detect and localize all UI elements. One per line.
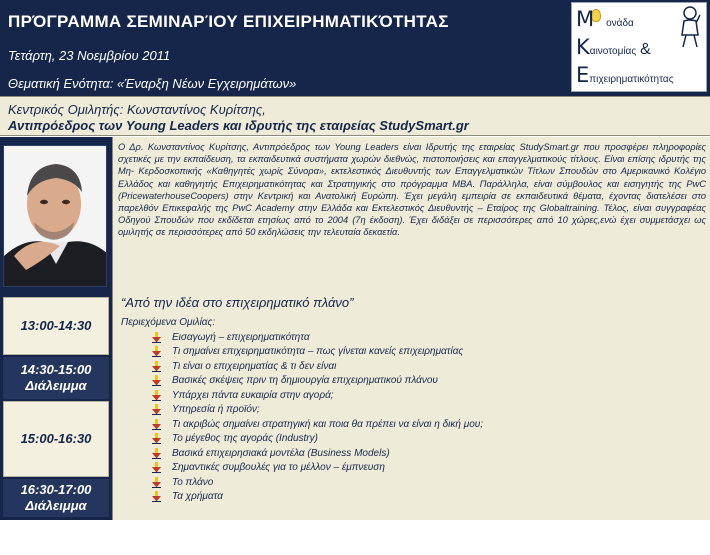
topic-list xyxy=(151,330,483,504)
content-panel xyxy=(112,137,710,520)
page-title: ΠΡΌΓΡΑΜΜΑ ΣΕΜΙΝΑΡΊΟΥ ΕΠΙΧΕΙΡΗΜΑΤΙΚΌΤΗΤΑΣ xyxy=(8,12,449,31)
hand-pointer-arrow-icon xyxy=(151,346,162,357)
header-banner xyxy=(0,0,710,96)
schedule-sidebar xyxy=(0,137,112,520)
schedule-slot-3 xyxy=(3,401,109,477)
topic-text: Βασικές σκέψεις πριν τη δημιουργία επιχειρηματικού πλάνου xyxy=(172,375,438,387)
logo-word-1: ονάδα xyxy=(606,18,634,29)
topic-text: Το πλάνο xyxy=(172,476,214,488)
hand-pointer-arrow-icon xyxy=(151,477,162,488)
slot-time: 13:00-14:30 xyxy=(20,318,92,333)
theme-line: Θεματική Ενότητα: «Έναρξη Νέων Εγχειρημάτων» xyxy=(8,76,297,91)
slot-note: Διάλειμμα xyxy=(25,498,87,513)
topic-item xyxy=(151,374,483,389)
topic-text: Το μέγεθος της αγοράς (Industry) xyxy=(172,433,318,445)
hand-pointer-arrow-icon xyxy=(151,448,162,459)
logo-letter-e: Ε xyxy=(576,63,590,87)
topic-text: Υπηρεσία ή προϊόν; xyxy=(172,404,260,416)
hand-pointer-arrow-icon xyxy=(151,390,162,401)
speaker-role: Αντιπρόεδρος των Young Leaders και ιδρυτής της εταιρείας StudySmart.gr xyxy=(8,118,469,133)
slot-time: 14:30-15:00 xyxy=(20,362,92,377)
contents-label: Περιεχόμενα Ομιλίας: xyxy=(121,317,216,328)
topic-item xyxy=(151,475,483,490)
topic-item xyxy=(151,446,483,461)
logo-letter-k: Κ xyxy=(576,35,590,59)
speaker-name: Κεντρικός Ομιλητής: Κωνσταντίνος Κυρίτσης, xyxy=(8,102,266,117)
topic-item xyxy=(151,417,483,432)
hand-pointer-arrow-icon xyxy=(151,433,162,444)
topic-item xyxy=(151,359,483,374)
logo-word-3: πιχειρηματικότητας xyxy=(589,74,674,85)
logo-word-2: αινοτομίας xyxy=(589,46,637,57)
schedule-slot-1 xyxy=(3,297,109,355)
hand-pointer-arrow-icon xyxy=(151,462,162,473)
topic-text: Τι ακριβώς σημαίνει στρατηγική και ποια θα πρέπει να είναι η δική μου; xyxy=(172,418,484,430)
topic-item xyxy=(151,403,483,418)
hand-pointer-arrow-icon xyxy=(151,491,162,502)
hand-pointer-arrow-icon xyxy=(151,419,162,430)
hand-pointer-arrow-icon xyxy=(151,332,162,343)
topic-item xyxy=(151,490,483,505)
unit-logo xyxy=(571,2,707,92)
hand-pointer-arrow-icon xyxy=(151,361,162,372)
topic-item xyxy=(151,388,483,403)
event-date: Τετάρτη, 23 Νοεμβρίου 2011 xyxy=(8,48,171,63)
hand-pointer-arrow-icon xyxy=(151,404,162,415)
speaker-portrait xyxy=(3,145,107,287)
topic-text: Τι σημαίνει επιχειρηματικότητα – πως γίνεται κανείς επιχειρηματίας xyxy=(172,346,464,358)
schedule-slot-2 xyxy=(3,357,109,399)
thinker-figure-icon xyxy=(674,5,704,49)
slot-time: 15:00-16:30 xyxy=(20,431,92,446)
hand-pointer-arrow-icon xyxy=(151,375,162,386)
schedule-slot-4 xyxy=(3,479,109,517)
logo-letter-m: Μ xyxy=(576,7,595,31)
speaker-bio: Ο Δρ. Κωνσταντίνος Κυρίτσης, Αντιπρόεδρος των Young Leaders είναι Ιδρυτής της εταιρείας StudySmart.gr που προσφέρει πληροφορίες σχετικές με την εκπαίδευση, τα εκπαιδευτικά συστήματα χωρών διεθνώς, πιστοποιήσεις και επαγγελματικούς τίτλους. Είναι επίσης ιδρυτής της Μη- Κερδοσκοπικής «Καθηγητές χωρίς Σύνορα», εκτελεστικός Διευθυντής των Επαγγελματικών Τίτλων Σπουδών στο Αμερικανικό Κολέγιο Ελλάδος και καθηγητής Επιχειρηματικότητας και Στρατηγικής στο πρόγραμμα MBA. Παράλληλα, είναι σύμβουλος και εισηγητής της PwC (PricewaterhouseCoopers) στην Κεντρική και Ανατολική Ευρώπη. Έχει μεγάλη εμπειρία σε εκπαιδευτικά θέματα, έχοντας διατελέσει στο παρελθόν Επικεφαλής της PwC Academy στην Ελλάδα και Εκτελεστικός Διευθυντής – Εταίρος της Globaltraining. Τέλος, είναι συγγραφέας Οδηγού Σπουδών που εκδίδεται ετησίως από το 2004 (7η έκδοση). Έχει διδάξει σε περισσότερες από 10 χώρες,ενώ έχει συμμετάσχει ως ομιλητής σε περισσότερες από 50 εκδηλώσεις την τελευταία δεκαετία. xyxy=(118,142,706,238)
topic-text: Τι είναι ο επιχειρηματίας & τι δεν είναι xyxy=(172,360,337,372)
topic-text: Εισαγωγή – επιχειρηματικότητα xyxy=(172,331,310,343)
topic-text: Σημαντικές συμβουλές για το μέλλον – έμπνευση xyxy=(172,462,385,474)
talk-title: “Από την ιδέα στο επιχειρηματικό πλάνο” xyxy=(121,295,354,310)
topic-item xyxy=(151,461,483,476)
topic-text: Τα χρήματα xyxy=(172,491,223,503)
topic-item xyxy=(151,432,483,447)
topic-text: Υπάρχει πάντα ευκαιρία στην αγορά; xyxy=(172,389,334,401)
topic-item xyxy=(151,330,483,345)
slot-note: Διάλειμμα xyxy=(25,378,87,393)
topic-text: Βασικά επιχειρησιακά μοντέλα (Business Models) xyxy=(172,447,390,459)
topic-item xyxy=(151,345,483,360)
speaker-bar xyxy=(0,96,710,136)
bottom-margin xyxy=(0,520,710,555)
slot-time: 16:30-17:00 xyxy=(20,482,92,497)
logo-ampersand: & xyxy=(640,41,651,58)
